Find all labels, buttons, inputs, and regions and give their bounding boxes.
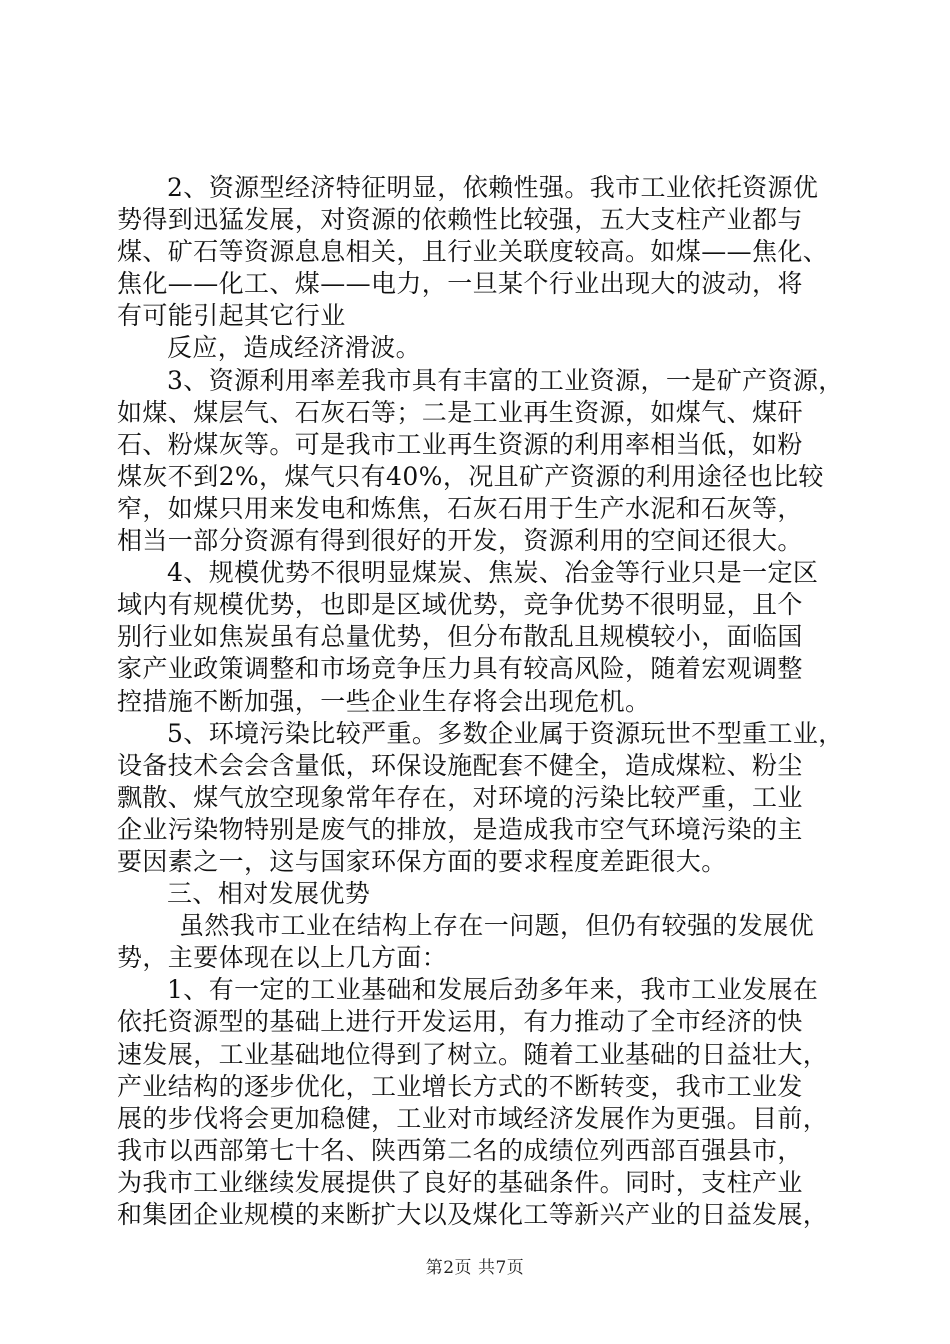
paragraph-1-line-4: 产业结构的逐步优化，工业增长方式的不断转变，我市工业发 xyxy=(117,1071,803,1101)
paragraph-3-line-5: 窄，如煤只用来发电和炼焦，石灰石用于生产水泥和石灰等， xyxy=(117,493,803,523)
paragraph-3-line-4: 煤灰不到2%，煤气只有40%，况且矿产资源的利用途径也比较 xyxy=(117,461,824,491)
paragraph-1-line-3: 速发展，工业基础地位得到了树立。随着工业基础的日益壮大， xyxy=(117,1039,829,1069)
paragraph-3-line-1: 3、资源利用率差我市具有丰富的工业资源，一是矿产资源， xyxy=(167,365,844,395)
document-body xyxy=(117,172,844,1231)
paragraph-5-line-3: 飘散、煤气放空现象常年存在，对环境的污染比较严重，工业 xyxy=(117,782,803,812)
paragraph-5-line-2: 设备技术会会含量低，环保设施配套不健全，造成煤粒、粉尘 xyxy=(117,750,803,780)
paragraph-4-line-3: 别行业如焦炭虽有总量优势，但分布散乱且规模较小，面临国 xyxy=(117,622,803,652)
paragraph-2-line-3: 煤、矿石等资源息息相关，且行业关联度较高。如煤——焦化、 xyxy=(117,237,829,267)
paragraph-2-line-1: 2、资源型经济特征明显，依赖性强。我市工业依托资源优 xyxy=(167,173,819,202)
paragraph-5-line-1: 5、环境污染比较严重。多数企业属于资源玩世不型重工业， xyxy=(167,718,844,748)
paragraph-1-line-8: 和集团企业规模的来断扩大以及煤化工等新兴产业的日益发展， xyxy=(117,1200,829,1229)
paragraph-4-line-4: 家产业政策调整和市场竞争压力具有较高风险，随着宏观调整 xyxy=(117,654,803,684)
paragraph-2-line-4: 焦化——化工、煤——电力，一旦某个行业出现大的波动，将 xyxy=(117,269,803,299)
paragraph-3-line-6: 相当一部分资源有得到很好的开发，资源利用的空间还很大。 xyxy=(117,526,803,556)
paragraph-1-line-7: 为我市工业继续发展提供了良好的基础条件。同时，支柱产业 xyxy=(117,1167,803,1197)
paragraph-4-line-2: 域内有规模优势，也即是区域优势，竞争优势不很明显，且个 xyxy=(117,590,803,620)
paragraph-1-line-6: 我市以西部第七十名、陕西第二名的成绩位列西部百强县市， xyxy=(117,1135,803,1165)
paragraph-5-line-4: 企业污染物特别是废气的排放，是造成我市空气环境污染的主 xyxy=(117,814,803,844)
paragraph-2-line-2: 势得到迅猛发展，对资源的依赖性比较强，五大支柱产业都与 xyxy=(117,205,803,235)
paragraph-5-line-5: 要因素之一，这与国家环保方面的要求程度差距很大。 xyxy=(117,846,727,876)
page-number-footer: 第2页 共7页 xyxy=(425,1258,525,1278)
paragraph-intro-line-2: 势，主要体现在以上几方面： xyxy=(117,943,448,973)
paragraph-4-line-1: 4、规模优势不很明显煤炭、焦炭、冶金等行业只是一定区 xyxy=(167,558,819,588)
paragraph-intro-line-1: 虽然我市工业在结构上存在一问题，但仍有较强的发展优 xyxy=(179,911,815,941)
paragraph-reaction-line: 反应，造成经济滑波。 xyxy=(167,333,422,363)
paragraph-4-line-5: 控措施不断加强，一些企业生存将会出现危机。 xyxy=(117,686,651,716)
paragraph-3-line-2: 如煤、煤层气、石灰石等；二是工业再生资源，如煤气、煤矸 xyxy=(117,397,803,427)
paragraph-1-line-2: 依托资源型的基础上进行开发运用，有力推动了全市经济的快 xyxy=(117,1007,803,1037)
paragraph-3-line-3: 石、粉煤灰等。可是我市工业再生资源的利用率相当低，如粉 xyxy=(117,429,803,459)
paragraph-1-line-5: 展的步伐将会更加稳健，工业对市域经济发展作为更强。目前， xyxy=(117,1103,829,1133)
section-heading: 三、相对发展优势 xyxy=(167,879,371,909)
paragraph-1-line-1: 1、有一定的工业基础和发展后劲多年来，我市工业发展在 xyxy=(167,975,819,1005)
paragraph-2-line-5: 有可能引起其它行业 xyxy=(117,301,346,331)
